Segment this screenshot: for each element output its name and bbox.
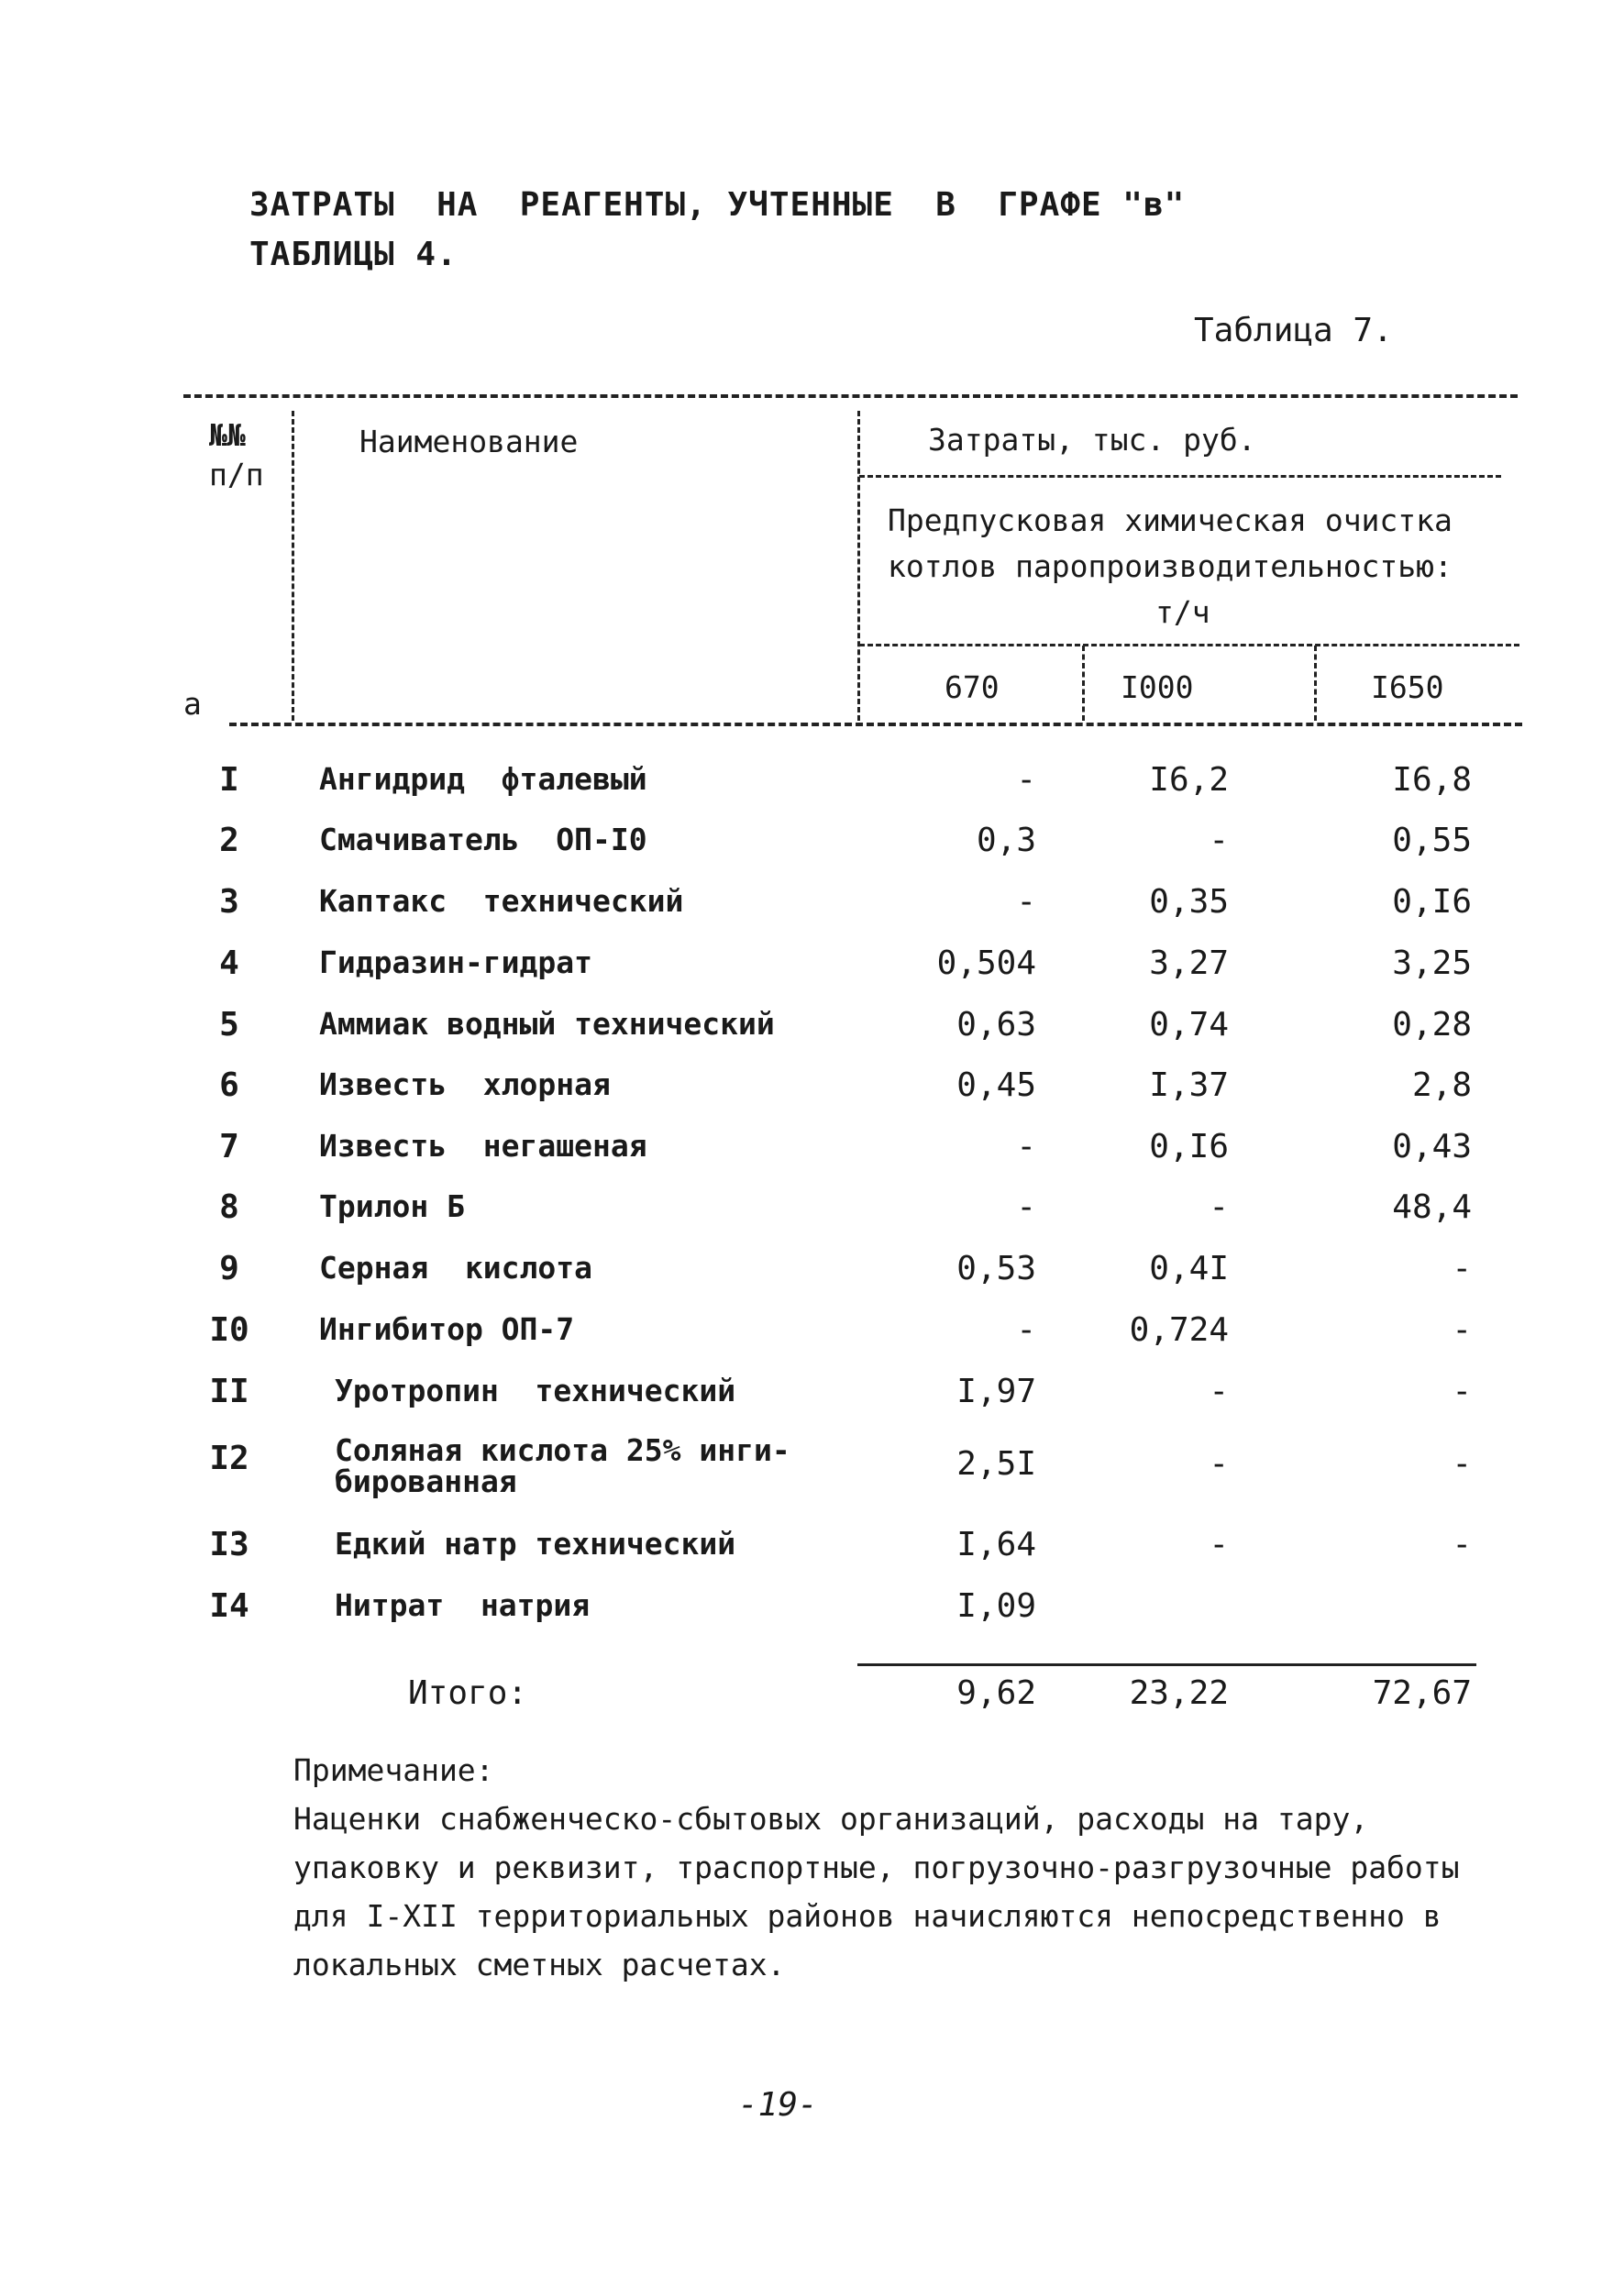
row-value-670: 0,504	[936, 944, 1036, 982]
row-number: I2	[209, 1440, 249, 1477]
header-costs-underline	[859, 475, 1501, 478]
row-value-670: -	[1016, 1311, 1036, 1349]
row-number: I0	[209, 1311, 249, 1349]
row-value-670: 0,63	[956, 1006, 1036, 1044]
note-line3: для I-XII территориальных районов начисляются непосредственно в	[293, 1898, 1442, 1934]
row-name: Соляная кислота 25% инги-	[335, 1432, 790, 1468]
row-name: Смачиватель ОП-I0	[319, 822, 647, 857]
header-sub-underline	[859, 644, 1519, 646]
table-label: Таблица 7.	[1194, 312, 1393, 349]
row-name: Трилон Б	[319, 1188, 465, 1224]
row-value-1000: 0,724	[1129, 1311, 1229, 1349]
row-value-1650: -	[1452, 1445, 1472, 1483]
row-value-1650: 0,43	[1392, 1128, 1472, 1165]
row-value-1650: 3,25	[1392, 944, 1472, 982]
note-line2: упаковку и реквизит, траспортные, погрузочно-разгрузочные работы	[293, 1850, 1460, 1885]
row-number: 8	[219, 1188, 239, 1226]
row-value-1000: I,37	[1149, 1066, 1229, 1104]
row-value-1650: 0,I6	[1392, 883, 1472, 921]
row-value-1000: -	[1209, 1188, 1229, 1226]
row-value-1000: I6,2	[1149, 761, 1229, 799]
table-top-border	[183, 394, 1518, 398]
row-value-1000: 0,I6	[1149, 1128, 1229, 1165]
row-number: 9	[219, 1250, 239, 1287]
row-value-1650: 48,4	[1392, 1188, 1472, 1226]
row-value-1650: -	[1452, 1250, 1472, 1287]
row-name: Ангидрид фталевый	[319, 761, 647, 797]
row-value-670: -	[1016, 883, 1036, 921]
note-line1: Наценки снабженческо-сбытовых организаций, расходы на тару,	[293, 1801, 1369, 1837]
row-value-670: 0,53	[956, 1250, 1036, 1287]
note-title: Примечание:	[293, 1752, 494, 1788]
row-name: Серная кислота	[319, 1250, 593, 1286]
row-number: I3	[209, 1526, 249, 1563]
page-number: -19-	[738, 2086, 818, 2124]
row-value-1000: -	[1209, 1526, 1229, 1563]
header-sub-line3: т/ч	[1155, 594, 1210, 630]
row-value-1000: 0,4I	[1149, 1250, 1229, 1287]
note-line4: локальных сметных расчетах.	[293, 1947, 786, 1982]
row-value-670: -	[1016, 761, 1036, 799]
row-value-670: I,97	[956, 1373, 1036, 1410]
row-value-1000: 0,35	[1149, 883, 1229, 921]
document-heading-line2: ТАБЛИЦЫ 4.	[249, 236, 458, 273]
row-value-1000: -	[1209, 822, 1229, 859]
header-num-line2: п/п	[209, 457, 264, 492]
row-value-670: I,09	[956, 1587, 1036, 1625]
row-number: I	[219, 761, 239, 799]
header-num-line1: №№	[209, 417, 246, 453]
total-1000: 23,22	[1129, 1674, 1229, 1712]
row-name: Известь хлорная	[319, 1066, 611, 1102]
header-col-a: а	[183, 686, 202, 722]
row-value-670: I,64	[956, 1526, 1036, 1563]
header-costs: Затраты, тыс. руб.	[928, 422, 1256, 458]
row-name: Каптакс технический	[319, 883, 684, 919]
row-value-1000: -	[1209, 1373, 1229, 1410]
row-name-cont: бированная	[335, 1463, 517, 1499]
row-number: 4	[219, 944, 239, 982]
row-number: 5	[219, 1006, 239, 1044]
row-name: Известь негашеная	[319, 1128, 647, 1164]
header-sub-line1: Предпусковая химическая очистка	[888, 502, 1453, 538]
row-name: Нитрат натрия	[335, 1587, 591, 1623]
header-cap-divider-1	[1082, 646, 1085, 721]
row-value-1650: -	[1452, 1526, 1472, 1563]
row-value-1650: I6,8	[1392, 761, 1472, 799]
row-value-1650: 0,55	[1392, 822, 1472, 859]
header-cap-670: 670	[945, 669, 1000, 705]
document-heading-line1: ЗАТРАТЫ НА РЕАГЕНТЫ, УЧТЕННЫЕ В ГРАФЕ "в"	[249, 186, 1186, 224]
row-name: Уротропин технический	[335, 1373, 736, 1408]
header-cap-1000: I000	[1121, 669, 1194, 705]
header-cap-divider-2	[1314, 646, 1317, 721]
row-value-1000: 3,27	[1149, 944, 1229, 982]
header-bottom-border	[229, 723, 1522, 726]
row-value-1650: -	[1452, 1373, 1472, 1410]
row-value-1650: 0,28	[1392, 1006, 1472, 1044]
header-divider-mid	[857, 411, 860, 721]
header-sub-line2: котлов паропроизводительностью:	[888, 548, 1453, 584]
row-value-1650: -	[1452, 1311, 1472, 1349]
row-value-670: 0,3	[976, 822, 1036, 859]
header-name: Наименование	[359, 424, 579, 459]
row-value-670: 2,5I	[956, 1445, 1036, 1483]
row-value-1000: -	[1209, 1445, 1229, 1483]
row-value-670: -	[1016, 1188, 1036, 1226]
total-label: Итого:	[408, 1674, 528, 1712]
row-value-670: 0,45	[956, 1066, 1036, 1104]
row-number: 2	[219, 822, 239, 859]
row-value-1650: 2,8	[1411, 1066, 1472, 1104]
row-name: Гидразин-гидрат	[319, 944, 593, 980]
row-number: II	[209, 1373, 249, 1410]
row-number: 7	[219, 1128, 239, 1165]
row-number: I4	[209, 1587, 249, 1625]
total-670: 9,62	[956, 1674, 1036, 1712]
row-number: 3	[219, 883, 239, 921]
row-value-1000: 0,74	[1149, 1006, 1229, 1044]
row-name: Аммиак водный технический	[319, 1006, 775, 1042]
total-rule	[857, 1663, 1476, 1666]
header-divider-left	[292, 411, 294, 721]
header-cap-1650: I650	[1371, 669, 1444, 705]
row-number: 6	[219, 1066, 239, 1104]
total-1650: 72,67	[1372, 1674, 1472, 1712]
row-name: Ингибитор ОП-7	[319, 1311, 575, 1347]
row-name: Едкий натр технический	[335, 1526, 736, 1562]
row-value-670: -	[1016, 1128, 1036, 1165]
